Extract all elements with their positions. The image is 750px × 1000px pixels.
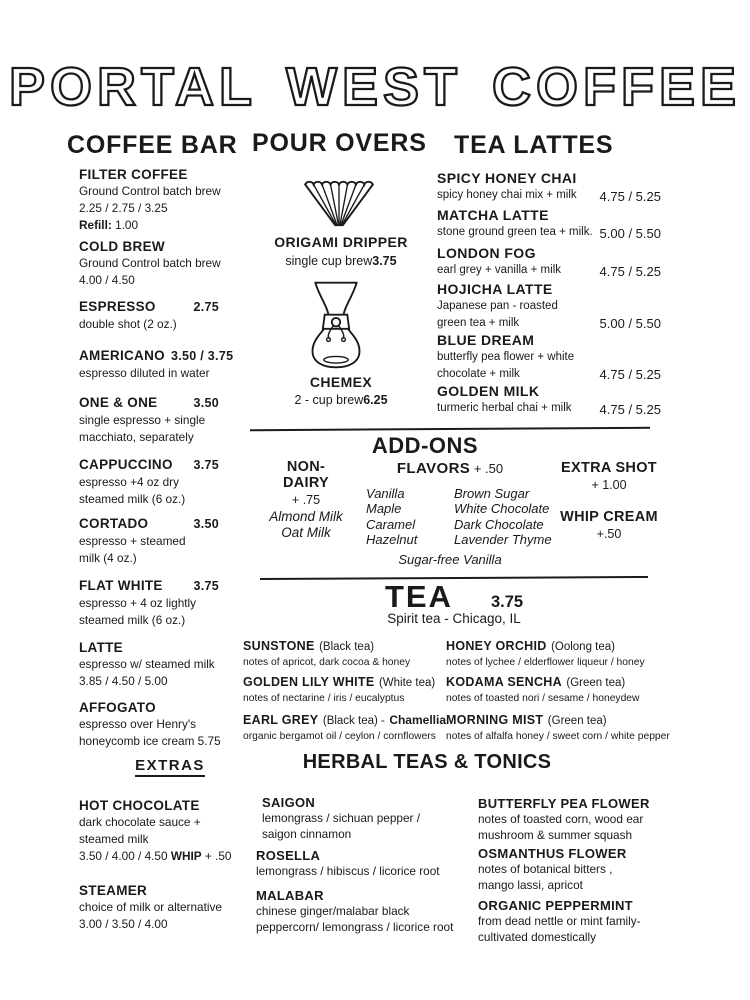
item-price: 2.75 (193, 300, 219, 314)
menu-item-matcha-latte (437, 207, 661, 241)
item-name: SUNSTONE (243, 639, 315, 653)
item-type: (Black tea) (319, 641, 375, 653)
item-type: (Green tea) (566, 677, 626, 689)
item-name: GOLDEN MILK (437, 383, 540, 399)
item-type: (Black tea) - (322, 715, 385, 727)
item-desc: espresso diluted in water (79, 366, 210, 380)
whip-cream-price: +.50 (596, 527, 622, 541)
origami-dripper-price: 3.75 (372, 254, 397, 268)
menu-item-americano (79, 347, 234, 382)
refill-line: Refill: 1.00 (79, 218, 139, 232)
menu-item-osmanthus-flower (478, 846, 627, 893)
item-desc: single espresso + single macchiato, separately (79, 413, 206, 444)
item-desc: espresso + 4 oz lightly steamed milk (6 oz.) (79, 596, 197, 627)
item-desc: espresso over Henry's honeycomb ice cream 5.75 (79, 717, 221, 748)
menu-item-morning-mist (446, 711, 670, 742)
tea-price: 3.75 (490, 593, 524, 611)
item-name: HOT CHOCOLATE (79, 798, 200, 813)
menu-item-rosella (256, 848, 440, 880)
non-dairy-options: Almond Milk Oat Milk (269, 509, 343, 540)
item-price: 3.50 (193, 517, 219, 531)
item-desc: notes of nectarine / iris / eucalyptus (243, 693, 405, 704)
item-desc: from dead nettle or mint family- cultivated domestically (478, 914, 641, 944)
item-price: 4.75 / 5.25 (599, 401, 661, 417)
menu-item-latte (79, 639, 219, 690)
item-desc: notes of lychee / elderflower liqueur / honey (446, 657, 645, 668)
item-price: 5.00 / 5.50 (599, 225, 661, 241)
menu-item-steamer (79, 882, 222, 933)
origami-dripper-icon (300, 173, 378, 229)
flavors-col-2: Brown Sugar White Chocolate Dark Chocolate Lavender Thyme (454, 486, 552, 548)
tea-subtitle: Spirit tea - Chicago, IL (387, 611, 521, 626)
item-desc: Ground Control batch brew 2.25 / 2.75 / 3.25 Refill: 1.00 (79, 184, 221, 232)
item-desc: espresso + steamed milk (4 oz.) (79, 534, 186, 565)
menu-item-cappuccino (79, 456, 219, 508)
item-desc: stone ground green tea + milk. (437, 226, 593, 238)
item-price: 3.50 / 3.75 (170, 349, 234, 363)
item-desc: notes of toasted corn, wood ear mushroom & summer squash (478, 812, 644, 842)
addons-whip-cream: WHIP CREAM +.50 (553, 509, 665, 541)
tea-heading (260, 579, 648, 615)
addons-extra-shot: EXTRA SHOT + 1.00 (553, 460, 665, 492)
item-desc: notes of toasted nori / sesame / honeydew (446, 693, 640, 704)
addons-non-dairy: NON- DAIRY + .75 Almond Milk Oat Milk (250, 459, 362, 541)
item-name: SAIGON (262, 795, 316, 810)
menu-item-filter-coffee (79, 166, 219, 234)
item-name: LATTE (79, 640, 123, 655)
menu-item-golden-lily-white (243, 673, 435, 704)
herbal-heading: HERBAL TEAS & TONICS (302, 751, 552, 773)
item-desc: notes of botanical bitters , mango lassi, apricot (478, 862, 613, 892)
menu-item-flat-white (79, 577, 219, 629)
item-brand: Chamellia (389, 713, 447, 727)
item-desc: dark chocolate sauce + steamed milk 3.50 / 4.00 / 4.50 WHIP + .50 (79, 815, 232, 863)
item-price: 3.75 (193, 458, 219, 472)
menu-item-espresso (79, 298, 219, 333)
item-desc: Ground Control batch brew 4.00 / 4.50 (79, 256, 221, 287)
menu-item-earl-grey (243, 711, 446, 742)
item-name: ESPRESSO (79, 299, 156, 314)
flavors-col-1: Vanilla Maple Caramel Hazelnut (366, 486, 418, 548)
addons-divider (250, 427, 650, 431)
addons-flavors-heading: FLAVORS + .50 (396, 460, 504, 477)
tea-title: TEA (384, 579, 453, 614)
item-name: HOJICHA LATTE (437, 281, 553, 297)
item-name: ROSELLA (256, 848, 321, 863)
item-name: OSMANTHUS FLOWER (478, 846, 627, 861)
item-name: HONEY ORCHID (446, 639, 547, 653)
item-name: ONE & ONE (79, 395, 158, 410)
item-name: MATCHA LATTE (437, 207, 549, 223)
menu-item-spicy-honey-chai (437, 170, 661, 204)
hot-chocolate-price-line: 3.50 / 4.00 / 4.50 WHIP + .50 (79, 849, 232, 863)
item-name: GOLDEN LILY WHITE (243, 675, 375, 689)
menu-item-london-fog (437, 245, 661, 279)
flavors-extra: Sugar-free Vanilla (398, 552, 502, 567)
item-desc: turmeric herbal chai + milk (437, 402, 572, 414)
item-desc: butterfly pea flower + white chocolate + milk (437, 351, 575, 380)
item-price: 3.50 (193, 396, 219, 410)
item-name: LONDON FOG (437, 245, 536, 261)
item-name: STEAMER (79, 883, 148, 898)
menu-item-organic-peppermint (478, 898, 641, 945)
item-name: CORTADO (79, 516, 149, 531)
item-name: BUTTERFLY PEA FLOWER (478, 796, 650, 811)
item-type: (Green tea) (547, 715, 607, 727)
item-name: KODAMA SENCHA (446, 675, 562, 689)
item-name: SPICY HONEY CHAI (437, 170, 577, 186)
addons-heading: ADD-ONS (371, 433, 479, 458)
chemex-price: 6.25 (363, 393, 388, 407)
item-name: COLD BREW (79, 239, 165, 254)
item-desc: espresso w/ steamed milk 3.85 / 4.50 / 5.00 (79, 657, 215, 688)
item-price: 3.75 (193, 579, 219, 593)
item-desc: earl grey + vanilla + milk (437, 264, 561, 276)
menu-item-golden-milk (437, 383, 661, 417)
menu-item-hojicha-latte (437, 281, 661, 331)
item-name: ORGANIC PEPPERMINT (478, 898, 633, 913)
menu-item-blue-dream (437, 332, 661, 382)
item-desc: chinese ginger/malabar black peppercorn/ lemongrass / licorice root (256, 904, 454, 934)
addons-flavors-list (366, 486, 552, 548)
item-name: BLUE DREAM (437, 332, 535, 348)
menu-item-kodama-sencha (446, 673, 639, 704)
pour-overs-heading: POUR OVERS (252, 129, 427, 157)
menu-item-malabar (256, 888, 453, 935)
item-name: EARL GREY (243, 713, 319, 727)
chemex-desc: 2 - cup brew6.25 (294, 393, 388, 407)
tea-lattes-heading: TEA LATTES (454, 131, 614, 159)
item-name: AFFOGATO (79, 700, 156, 715)
item-name: FLAT WHITE (79, 578, 163, 593)
item-price: 4.75 / 5.25 (599, 367, 661, 382)
item-type: (White tea) (378, 677, 436, 689)
item-desc: espresso +4 oz dry steamed milk (6 oz.) (79, 475, 186, 506)
origami-dripper-name: ORIGAMI DRIPPER (274, 234, 408, 250)
item-price: 5.00 / 5.50 (599, 316, 661, 331)
menu-item-cold-brew (79, 238, 219, 289)
item-name: CAPPUCCINO (79, 457, 173, 472)
chemex-icon (305, 278, 367, 372)
item-name-row (79, 166, 219, 183)
item-desc: notes of apricot, dark cocoa & honey (243, 657, 411, 668)
menu-item-cortado (79, 515, 219, 567)
item-name: MALABAR (256, 888, 324, 903)
menu-item-butterfly-pea-flower (478, 796, 650, 843)
menu-item-affogato (79, 699, 219, 750)
item-price: 4.75 / 5.25 (599, 188, 661, 204)
item-desc: notes of alfalfa honey / sweet corn / white pepper (446, 731, 670, 742)
origami-dripper-desc: single cup brew3.75 (285, 254, 397, 268)
extras-heading: EXTRAS (100, 757, 240, 775)
coffee-bar-heading: COFFEE BAR (67, 131, 238, 159)
item-name: MORNING MIST (446, 713, 544, 727)
item-name: AMERICANO (79, 348, 165, 363)
menu-title: PORTAL WEST COFFEE (8, 57, 741, 117)
chemex-name: CHEMEX (309, 374, 373, 390)
item-desc: double shot (2 oz.) (79, 317, 177, 331)
item-desc: lemongrass / sichuan pepper / saigon cinnamon (262, 811, 421, 841)
item-desc: lemongrass / hibiscus / licorice root (256, 864, 440, 878)
item-desc: spicy honey chai mix + milk (437, 189, 577, 201)
item-desc: choice of milk or alternative 3.00 / 3.50 / 4.00 (79, 900, 222, 931)
item-name: FILTER COFFEE (79, 167, 188, 182)
item-price: 4.75 / 5.25 (599, 263, 661, 279)
item-type: (Oolong tea) (551, 641, 615, 653)
menu-item-one-and-one (79, 394, 219, 446)
extra-shot-price: + 1.00 (591, 478, 627, 492)
item-desc: Japanese pan - roasted green tea + milk (437, 300, 558, 329)
menu-item-hot-chocolate (79, 797, 232, 865)
non-dairy-price: + .75 (291, 493, 321, 507)
menu-item-honey-orchid (446, 637, 645, 668)
menu-item-sunstone (243, 637, 410, 668)
item-desc: organic bergamot oil / ceylon / cornflowers (243, 731, 436, 742)
menu-item-saigon (262, 795, 420, 842)
